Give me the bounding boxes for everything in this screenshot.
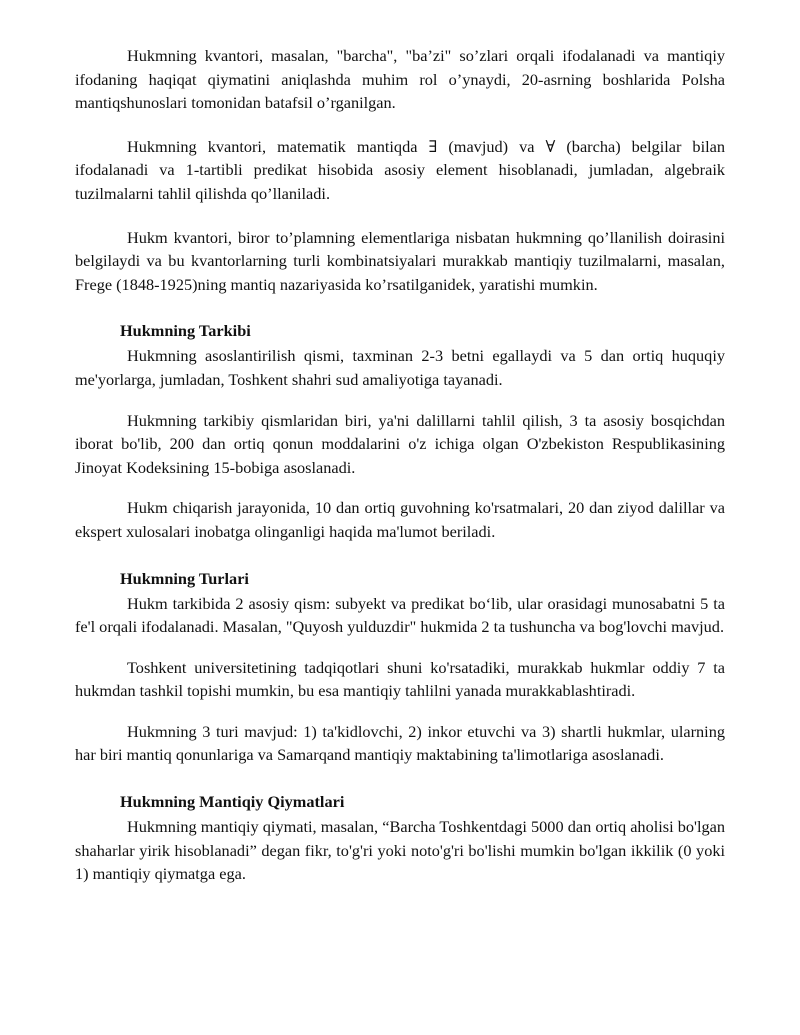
- section-heading: Hukmning Mantiqiy Qiymatlari: [120, 792, 345, 812]
- section-heading: Hukmning Tarkibi: [120, 321, 251, 341]
- paragraph: Hukmning mantiqiy qiymati, masalan, “Barcha Toshkentdagi 5000 dan ortiq aholisi bo'lgan shaharlar yirik hisoblanadi” degan fikr, to'g'ri yoki noto'g'ri bo'lishi mumkin bo'lgan ikkilik (0 yoki 1) mantiqiy qiymatga ega.: [75, 817, 725, 884]
- paragraph: Hukmning kvantori, masalan, "barcha", "ba’zi" so’zlari orqali ifodalanadi va mantiqiy ifodaning haqiqat qiymatini aniqlashda muhim rol o’ynaydi, 20-asrning boshlarida Polsha mantiqshunoslari tomonidan batafsil o’rganilgan.: [75, 46, 725, 113]
- paragraph: Hukmning kvantori, matematik mantiqda ∃ (mavjud) va ∀ (barcha) belgilar bilan ifodalanadi va 1-tartibli predikat hisobida asosiy element hisoblanadi, jumladan, algebraik tuzilmalarni tahlil qilishda qo’llaniladi.: [75, 136, 725, 203]
- paragraph: Hukmning tarkibiy qismlaridan biri, ya'ni dalillarni tahlil qilish, 3 ta asosiy bosqichdan iborat bo'lib, 200 dan ortiq qonun moddalarini o'z ichiga olgan O'zbekiston Respublikasining Jinoyat Kodeksining 15-bobiga asoslanadi.: [75, 410, 725, 477]
- paragraph: Hukmning asoslantirilish qismi, taxminan 2-3 betni egallaydi va 5 dan ortiq huquqiy me'yorlarga, jumladan, Toshkent shahri sud amaliyotiga tayanadi.: [75, 346, 725, 389]
- paragraph: Hukmning 3 turi mavjud: 1) ta'kidlovchi, 2) inkor etuvchi va 3) shartli hukmlar, ularning har biri mantiq qonunlariga va Samarqand mantiqiy maktabining ta'limotlariga asoslanadi.: [75, 721, 725, 765]
- section-heading: Hukmning Turlari: [120, 568, 249, 588]
- paragraph: Hukm chiqarish jarayonida, 10 dan ortiq guvohning ko'rsatmalari, 20 dan ziyod dalillar va ekspert xulosalari inobatga olinganligi haqida ma'lumot beriladi.: [75, 498, 725, 541]
- paragraph: Hukm tarkibida 2 asosiy qism: subyekt va predikat bo‘lib, ular orasidagi munosabatni 5 ta fe'l orqali ifodalanadi. Masalan, "Quyosh yulduzdir" hukmida 2 ta tushuncha va bog'lovchi mavjud.: [75, 593, 725, 637]
- document-page: [75, 44, 725, 886]
- paragraph: Hukm kvantori, biror to’plamning elementlariga nisbatan hukmning qo’llanilish doirasini belgilaydi va bu kvantorlarning turli kombinatsiyalari murakkab mantiqiy tuzilmalarni, masalan, Frege (1848-1925)ning mantiq nazariyasida ko’rsatilganidek, yaratishi mumkin.: [75, 227, 725, 294]
- paragraph: Toshkent universitetining tadqiqotlari shuni ko'rsatadiki, murakkab hukmlar oddiy 7 ta hukmdan tashkil topishi mumkin, bu esa mantiqiy tahlilni yanada murakkablashtiradi.: [75, 657, 725, 701]
